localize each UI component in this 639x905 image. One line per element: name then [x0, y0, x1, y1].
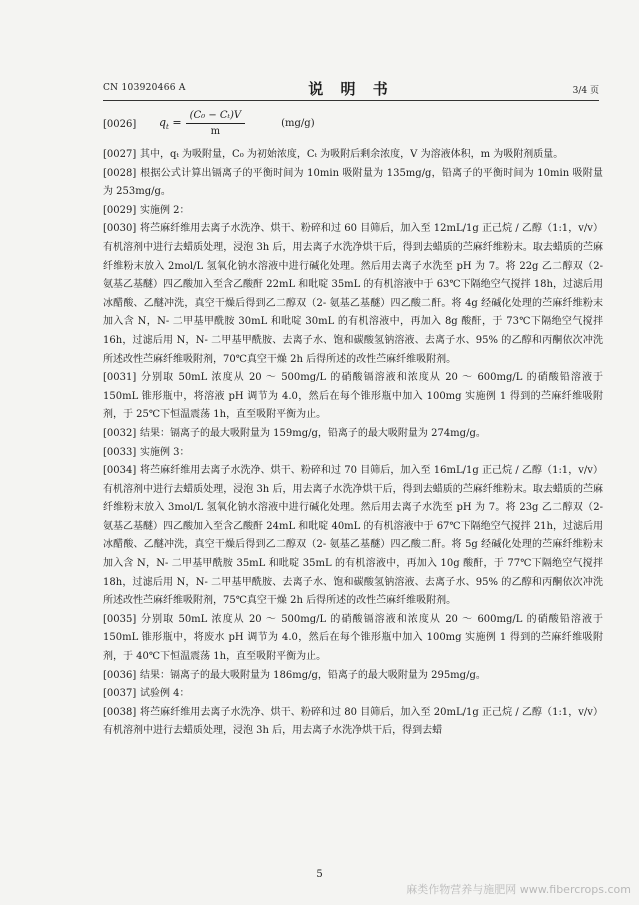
paragraph-number: [0030]	[103, 223, 137, 235]
paragraph-number: [0026]	[103, 119, 137, 130]
document-body	[103, 146, 603, 741]
paragraph	[103, 667, 603, 686]
page-indicator: 3/4 页	[572, 86, 599, 96]
paragraph-number: [0034]	[103, 465, 137, 477]
paragraph	[103, 369, 603, 425]
paragraph	[103, 685, 603, 704]
patent-number: CN 103920466 A	[103, 83, 186, 93]
page-header	[103, 78, 599, 101]
formula-fraction	[186, 110, 246, 137]
paragraph-number: [0036]	[103, 669, 137, 681]
paragraph-text: 实施例 3：	[140, 446, 190, 458]
paragraph-number: [0027]	[103, 149, 137, 160]
paragraph-text: 结果：镉离子的最大吸附量为 159mg/g，铅离子的最大吸附量为 274mg/g。	[140, 427, 486, 439]
paragraph-text: 根据公式计算出镉离子的平衡时间为 10min 吸附量为 135mg/g，铅离子的平衡时间为 10min 吸附量为 253mg/g。	[103, 167, 603, 198]
formula-unit: (mg/g)	[281, 118, 315, 129]
page-number: 5	[316, 869, 323, 880]
paragraph-number: [0032]	[103, 427, 137, 439]
paragraph-text: 将苎麻纤维用去离子水洗净、烘干、粉碎和过 60 目筛后，加入至 12mL/1g 正己烷 / 乙醇（1:1，v/v）有机溶剂中进行去蜡质处理，浸泡 3h 后，用去离子水洗净烘干后，得到去蜡质的苎麻纤维粉末。取去蜡质的苎麻纤维粉末放入 2mol/L 氢氧化钠水溶液中进行碱化处理。然后用去离子水洗至 pH 为 7。将 22g 乙二醇双（2- 氨基乙基醚）四乙酸加入至含乙酸酐 22mL 和吡啶 35mL 的有机溶液中于 63℃下隔绝空气搅拌 18h，过滤后用冰醋酸、乙醚冲洗，真空干燥后得到乙二醇双（2- 氨基乙基醚）四乙酸二酐。将 4g 经碱化处理的苎麻纤维粉末加入含 N，N- 二甲基甲酰胺 30mL 和吡啶 30mL 的有机溶液中，再加入 8g 酸酐，于 73℃下隔绝空气搅拌 16h，过滤后用 N，N- 二甲基甲酰胺、去离子水、饱和碳酸氢钠溶液、去离子水、95% 的乙醇和丙酮依次冲洗所述改性苎麻纤维吸附剂，70℃真空干燥 2h 后得所述的改性苎麻纤维吸附剂。	[103, 223, 603, 365]
paragraph	[103, 444, 603, 463]
paragraph-text: 试验例 4：	[140, 688, 190, 700]
paragraph-text: 其中，qₜ 为吸附量，C₀ 为初始浓度，Cₜ 为吸附后剩余浓度，V 为溶液体积，m 为吸附剂质量。	[140, 149, 564, 160]
paragraph-number: [0033]	[103, 446, 137, 458]
paragraph-number: [0028]	[103, 167, 137, 179]
paragraph-number: [0031]	[103, 372, 137, 384]
paragraph	[103, 165, 603, 202]
paragraph	[103, 425, 603, 444]
formula-lhs: $q_t$ =	[159, 115, 182, 132]
paragraph	[103, 146, 603, 165]
formula-paragraph	[103, 110, 603, 146]
paragraph-text: 将苎麻纤维用去离子水洗净、烘干、粉碎和过 80 目筛后，加入至 20mL/1g 正己烷 / 乙醇（1:1，v/v）有机溶剂中进行去蜡质处理，浸泡 3h 后，用去离子水洗净烘干后，得到去蜡	[103, 706, 603, 737]
watermark: 麻类作物营养与施肥网 www.fibercrops.com	[406, 883, 631, 896]
paragraph	[103, 220, 603, 369]
paragraph-text: 分别取 50mL 浓度从 20 ～ 500mg/L 的硝酸镉溶液和浓度从 20 ～ 600mg/L 的硝酸铅溶液于 150mL 锥形瓶中，将废水 pH 调节为 4.0，然后在每个锥形瓶中加入 100mg 实施例 1 得到的苎麻纤维吸附剂，于 40℃下恒温震荡 1h，直至吸附平衡为止。	[103, 613, 603, 663]
paragraph-text: 结果：镉离子的最大吸附量为 186mg/g，铅离子的最大吸附量为 295mg/g。	[140, 669, 486, 681]
formula-denominator: m	[210, 126, 221, 137]
paragraph-number: [0038]	[103, 706, 137, 718]
paragraph-text: 将苎麻纤维用去离子水洗净、烘干、粉碎和过 70 目筛后，加入至 16mL/1g 正己烷 / 乙醇（1:1，v/v）有机溶剂中进行去蜡质处理，浸泡 3h 后，用去离子水洗净烘干后，得到去蜡质的苎麻纤维粉末。取去蜡质的苎麻纤维粉末放入 3mol/L 氢氧化钠水溶液中进行碱化处理。然后用去离子水洗至 pH 为 7。将 23g 乙二醇双（2- 氨基乙基醚）四乙酸加入至含乙酸酐 24mL 和吡啶 40mL 的有机溶液中于 67℃下隔绝空气搅拌 21h，过滤后用冰醋酸、乙醚冲洗，真空干燥后得到乙二醇双（2- 氨基乙基醚）四乙酸二酐。将 5g 经碱化处理的苎麻纤维粉末加入含 N，N- 二甲基甲酰胺 35mL 和吡啶 35mL 的有机溶液中，再加入 10g 酸酐，于 77℃下隔绝空气搅拌 18h，过滤后用 N，N- 二甲基甲酰胺、去离子水、饱和碳酸氢钠溶液、去离子水、95% 的乙醇和丙酮依次冲洗所述改性苎麻纤维吸附剂，75℃真空干燥 2h 后得所述的改性苎麻纤维吸附剂。	[103, 465, 603, 607]
document-title: 说 明 书	[308, 80, 394, 98]
paragraph	[103, 462, 603, 611]
paragraph-text: 分别取 50mL 浓度从 20 ～ 500mg/L 的硝酸镉溶液和浓度从 20 ～ 600mg/L 的硝酸铅溶液于 150mL 锥形瓶中，将溶液 pH 调节为 4.0，然后在每个锥形瓶中加入 100mg 实施例 1 得到的苎麻纤维吸附剂，于 25℃下恒温震荡 1h，直至吸附平衡为止。	[103, 372, 603, 421]
paragraph	[103, 202, 603, 221]
formula-numerator: (C₀ − Cₜ)V	[186, 110, 246, 124]
paragraph-text: 实施例 2：	[140, 204, 190, 216]
paragraph	[103, 611, 603, 667]
paragraph	[103, 704, 603, 741]
paragraph-number: [0037]	[103, 688, 137, 700]
paragraph-number: [0029]	[103, 204, 137, 216]
adsorption-formula	[159, 110, 315, 137]
paragraph-number: [0035]	[103, 613, 137, 625]
